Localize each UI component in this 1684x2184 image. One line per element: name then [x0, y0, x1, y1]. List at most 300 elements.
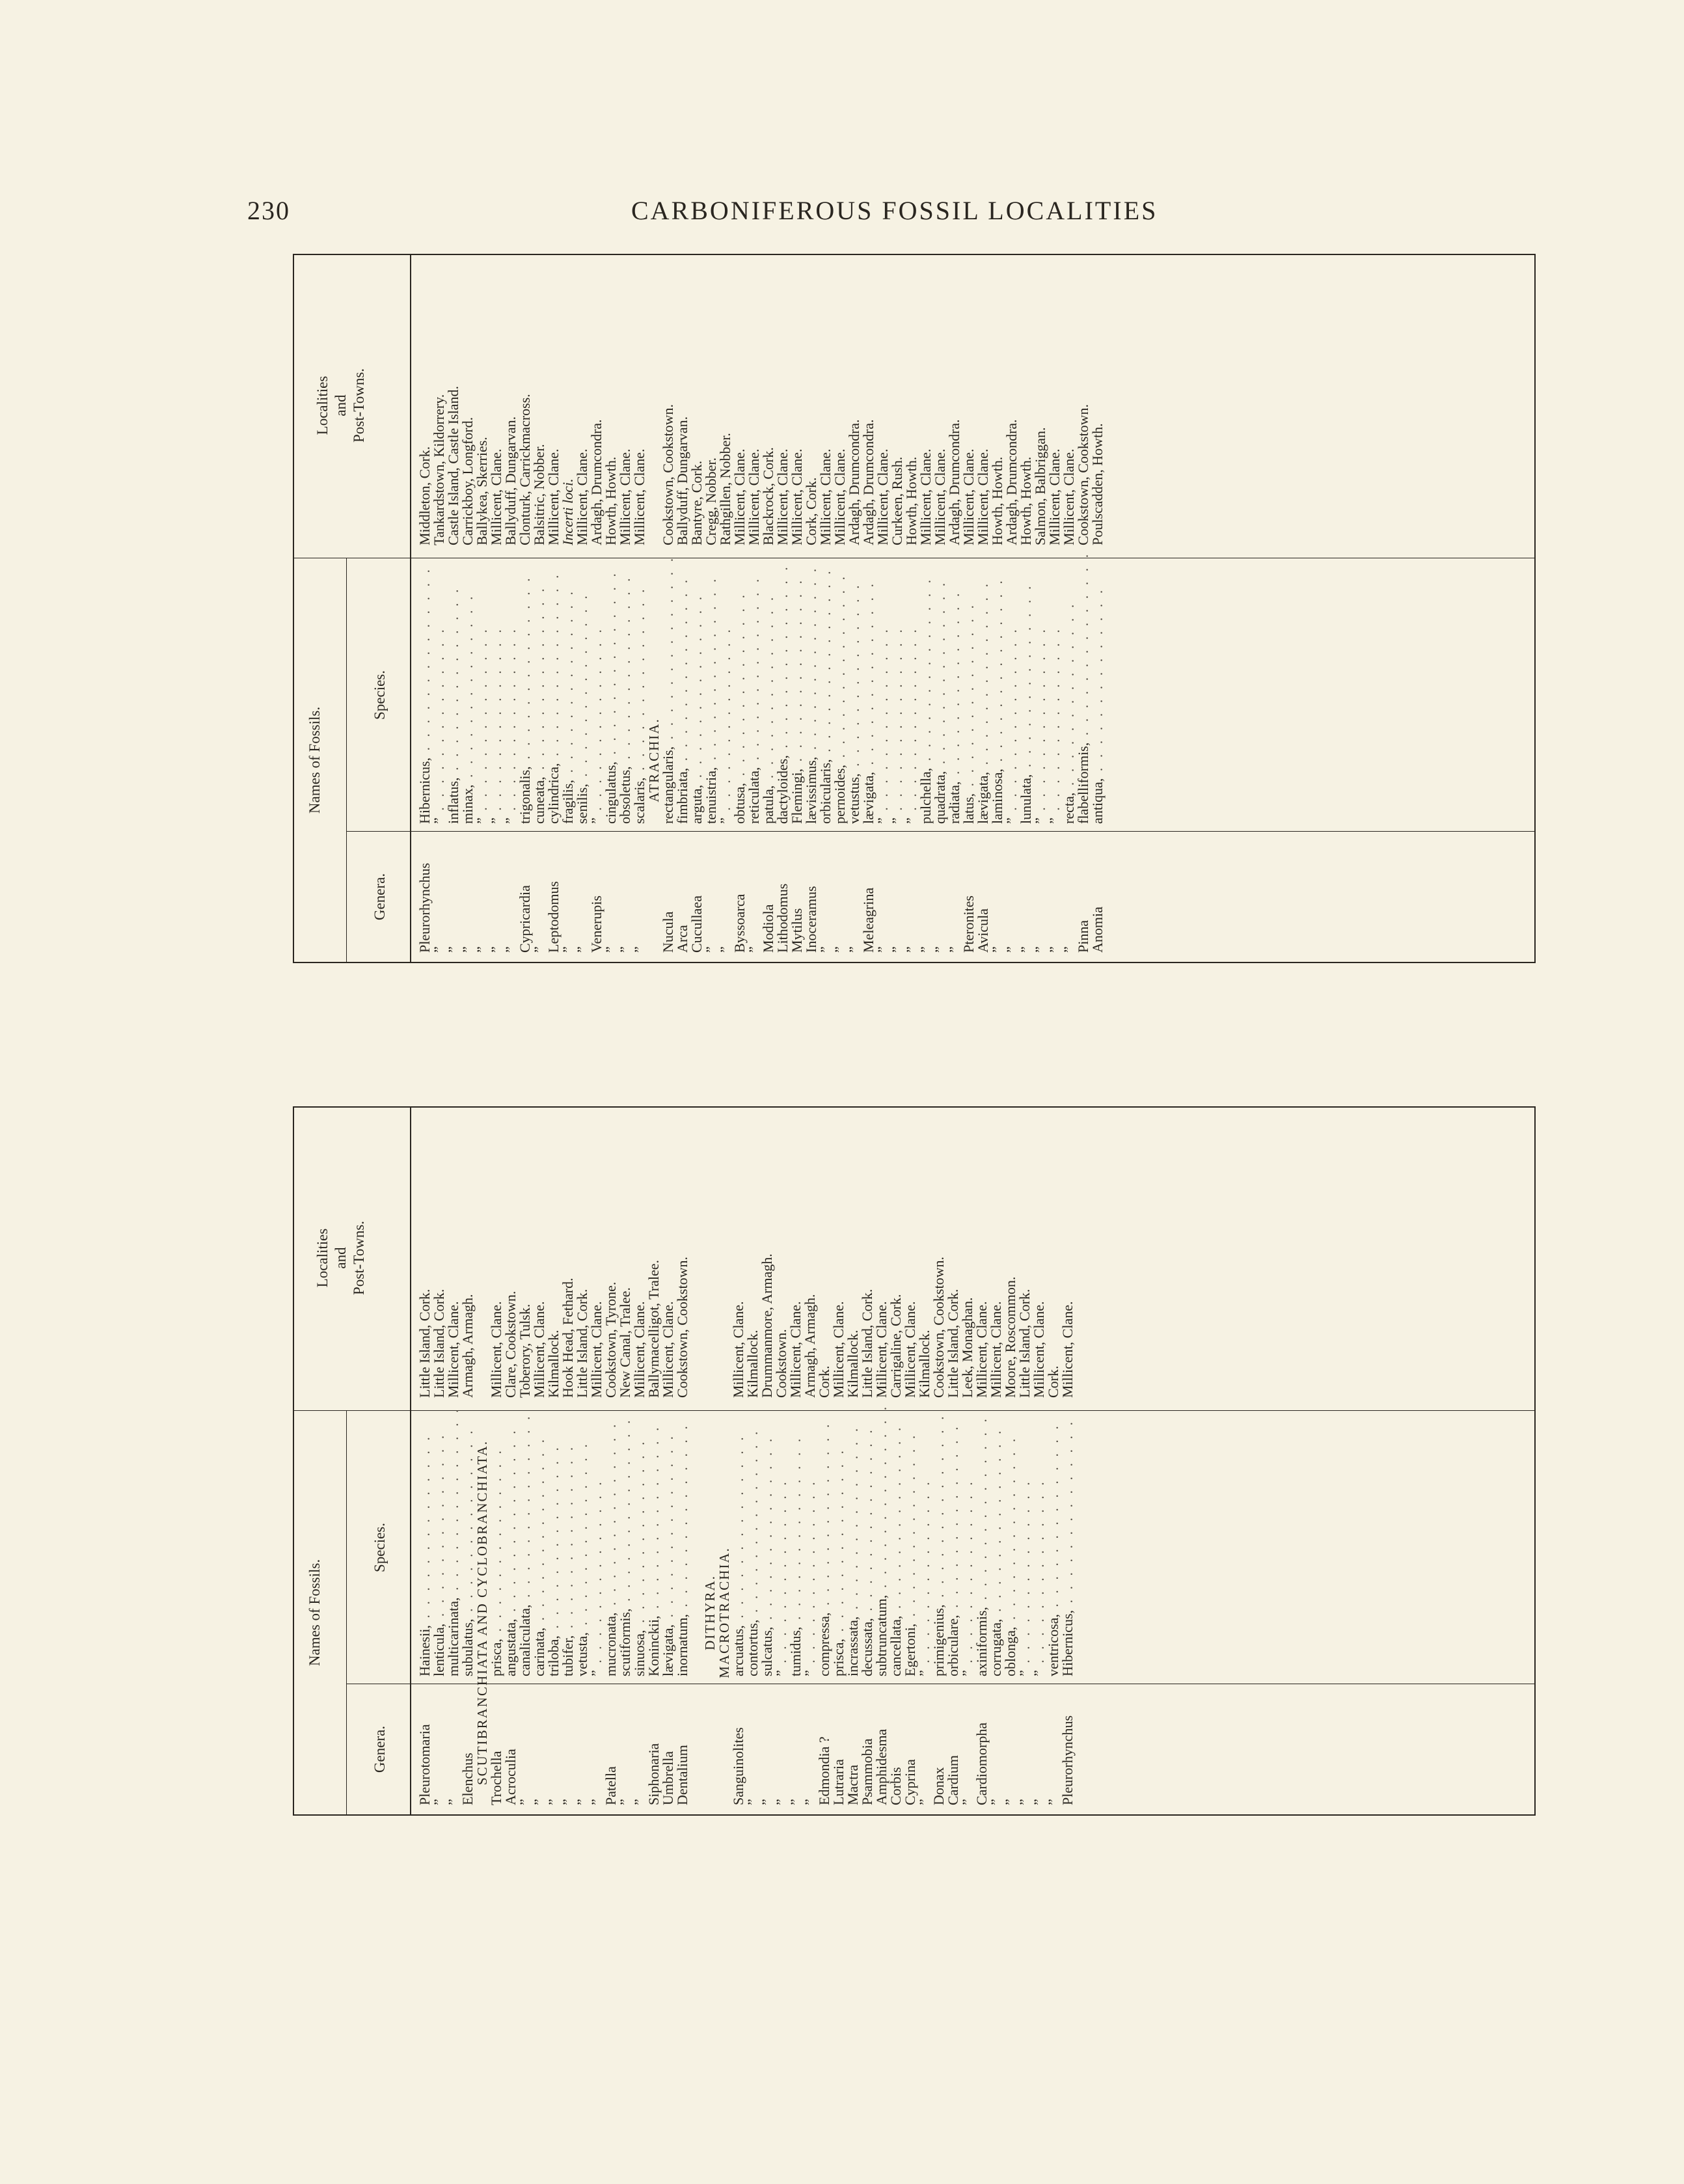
species-cell: [976, 566, 990, 824]
genus-cell: Elenchus: [459, 1753, 476, 1805]
species-name: ”: [502, 817, 519, 824]
locality-cell: Millicent, Clane.: [445, 1301, 461, 1398]
table-row: [933, 255, 947, 962]
locality-cell: Millicent, Clane.: [631, 448, 647, 545]
genus-cell: ”: [631, 1799, 647, 1805]
leader-dots: . . . . . . . . . . . . . .: [574, 1441, 590, 1633]
leader-dots: . . . . . . . . . . . . . .: [502, 626, 519, 818]
locality-cell: Cork.: [816, 1365, 832, 1398]
page-header: [247, 195, 1532, 234]
genus-cell: Pinna: [1075, 920, 1091, 953]
species-name: pulchella,: [917, 767, 934, 824]
leader-dots: . . . . . . . . . . . . . .: [773, 1479, 789, 1671]
species-cell: [518, 566, 532, 824]
species-cell: [933, 566, 947, 824]
leader-dots: . . . . . . . . . . . . . .: [416, 1434, 433, 1626]
genus-cell: ”: [889, 946, 905, 953]
leader-dots: . . . . . . . . . . . . . .: [960, 601, 977, 793]
genus-cell: ”: [574, 946, 590, 953]
species-name: lævigata,: [660, 1624, 676, 1676]
species-name: patula,: [760, 785, 776, 824]
species-name: radiata,: [946, 781, 962, 824]
locality-cell: Little Island, Cork.: [945, 1289, 961, 1398]
genus-cell: ”: [1061, 946, 1077, 953]
species-cell: [1003, 1419, 1018, 1676]
locality-cell: Millicent, Clane.: [588, 1301, 604, 1398]
section-heading: [475, 1108, 489, 1814]
species-name: quadrata,: [932, 771, 948, 824]
leader-dots: . . . . . . . . . . . . . .: [774, 564, 791, 756]
leader-dots: . . . . . . . . . . . . . .: [488, 1447, 504, 1639]
species-name: ”: [1003, 817, 1020, 824]
locality-cell: Toberory, Tulsk.: [517, 1304, 533, 1398]
leader-dots: . . . . . . . . . . . . . .: [531, 1436, 547, 1628]
species-name: ”: [773, 1670, 789, 1676]
leader-dots: . . . . . . . . . . . . . .: [545, 1444, 562, 1636]
locality-cell: Cookstown, Cookstown.: [930, 1257, 947, 1398]
species-cell: [418, 1419, 432, 1676]
table-row: [904, 255, 919, 962]
table-row: [947, 255, 962, 962]
species-cell: [461, 566, 475, 824]
genus-cell: ”: [459, 946, 476, 953]
genus-cell: ”: [744, 1799, 761, 1805]
table-row: [418, 1108, 432, 1814]
lower-table-body: [418, 1108, 1075, 1814]
table-row: [860, 1108, 875, 1814]
species-name: axiniformis,: [973, 1607, 990, 1676]
leader-dots: . . . . . . . . . . . . . .: [445, 586, 461, 778]
genus-cell: ”: [875, 946, 891, 953]
leader-dots: . . . . . . . . . . . . . .: [674, 1423, 690, 1615]
leader-dots: . . . . . . . . . . . . . .: [830, 1447, 847, 1639]
locality-cell: Millicent, Clane.: [1061, 448, 1077, 545]
table-row: [989, 1108, 1003, 1814]
genus-cell: Trochella: [488, 1751, 504, 1805]
genus-cell: ”: [703, 946, 719, 953]
localities-heading: Localities and Post-Towns.: [314, 368, 367, 443]
locality-cell: Millicent, Clane.: [789, 448, 805, 545]
leader-dots: . . . . . . . . . . . . . .: [1045, 1423, 1061, 1615]
table-row: [532, 255, 547, 962]
leader-dots: . . . . . . . . . . . . . .: [1046, 626, 1063, 818]
locality-cell: Clare, Cookstown.: [502, 1290, 519, 1398]
leader-dots: . . . . . . . . . . . . . .: [517, 575, 533, 767]
locality-cell: Little Island, Cork.: [574, 1289, 590, 1398]
table-row: [675, 255, 690, 962]
species-name: lævissimus,: [803, 756, 819, 824]
leader-dots: . . . . . . . . . . . . . .: [916, 1479, 932, 1671]
table-row: [504, 1108, 518, 1814]
species-name: contortus,: [744, 1619, 761, 1676]
leader-dots: . . . . . . . . . . . . . .: [603, 570, 619, 762]
table-row: [432, 1108, 446, 1814]
species-name: incrassata,: [845, 1616, 861, 1676]
localities-heading: Localities and Post-Towns.: [314, 1220, 367, 1296]
table-row: [547, 1108, 561, 1814]
leader-dots: . . . . . . . . . . . . . .: [946, 590, 962, 782]
locality-cell: Armagh, Armagh.: [802, 1294, 818, 1398]
species-cell: [990, 566, 1005, 824]
table-row: [1003, 1108, 1018, 1814]
species-cell: [1091, 566, 1105, 824]
species-name: prisca,: [488, 1638, 504, 1676]
locality-cell: Cregg, Nobber.: [703, 457, 719, 545]
species-cell: [690, 566, 704, 824]
table-row: [675, 1108, 690, 1814]
species-cell: [1019, 566, 1033, 824]
species-cell: [632, 1419, 647, 1676]
locality-cell: Ardagh, Drumcondra.: [588, 419, 604, 545]
species-name: ”: [588, 1670, 604, 1676]
table-row: [1076, 255, 1091, 962]
section-heading: [703, 1108, 717, 1814]
species-cell: [733, 566, 747, 824]
locality-cell: Cork.: [1045, 1365, 1061, 1398]
species-name: ”: [916, 1670, 932, 1676]
leader-dots: . . . . . . . . . . . . . .: [502, 1427, 519, 1619]
leader-dots: . . . . . . . . . . . . . .: [846, 582, 862, 774]
locality-cell: Millicent, Clane.: [917, 448, 934, 545]
table-row: [575, 1108, 590, 1814]
locality-cell: Cookstown, Tyrone.: [603, 1281, 619, 1398]
species-name: antiqua,: [1089, 778, 1106, 824]
species-name: inornatum,: [674, 1614, 690, 1676]
leader-dots: . . . . . . . . . . . . . .: [759, 1435, 775, 1627]
species-name: subulatus,: [459, 1618, 476, 1676]
locality-cell: Kilmallock.: [545, 1330, 562, 1398]
row-spacer: [690, 1108, 703, 1814]
locality-cell: Millicent, Clane.: [774, 448, 791, 545]
table-row: [590, 255, 604, 962]
species-cell: [803, 1419, 817, 1676]
leader-dots: . . . . . . . . . . . . . .: [802, 1479, 818, 1671]
table-row: [661, 1108, 675, 1814]
leader-dots: . . . . . . . . . . . . . .: [488, 626, 504, 818]
species-name: dactyloides,: [774, 755, 791, 824]
species-name: ”: [1016, 1670, 1033, 1676]
upper-fossil-table: [293, 254, 1536, 963]
table-row: [975, 1108, 989, 1814]
species-cell: [561, 1419, 575, 1676]
leader-dots: . . . . . . . . . . . . . .: [930, 1413, 947, 1605]
genus-cell: Cardium: [945, 1755, 961, 1805]
leader-dots: . . . . . . . . . . . . . .: [674, 576, 690, 768]
table-row: [504, 255, 518, 962]
species-name: Flemingi,: [789, 769, 805, 824]
species-name: tenuistria,: [703, 767, 719, 824]
genus-cell: Cardiomorpha: [973, 1722, 990, 1805]
species-cell: [790, 566, 804, 824]
genus-cell: ”: [560, 946, 576, 953]
species-cell: [489, 1419, 504, 1676]
species-cell: [575, 1419, 590, 1676]
table-row: [1046, 1108, 1061, 1814]
leader-dots: . . . . . . . . . . . . . .: [645, 1424, 662, 1616]
table-row: [761, 255, 776, 962]
leader-dots: . . . . . . . . . . . . . .: [932, 579, 948, 771]
species-name: Hibernicus,: [1059, 1609, 1076, 1676]
species-cell: [930, 1413, 947, 1676]
locality-cell: Millicent, Clane.: [875, 448, 891, 545]
table-row: [561, 255, 575, 962]
locality-cell: Bantyre, Cork.: [688, 460, 705, 545]
species-cell: [446, 566, 461, 824]
locality-cell: Millicent, Clane.: [1059, 1301, 1076, 1398]
leader-dots: . . . . . . . . . . . . . .: [888, 1424, 904, 1616]
locality-cell: Millicent, Clane.: [902, 1301, 918, 1398]
leader-dots: . . . . . . . . . . . . . .: [1018, 582, 1034, 774]
genus-cell: Pleurotomaria: [416, 1724, 433, 1805]
leader-dots: . . . . . . . . . . . . . .: [603, 1421, 619, 1613]
species-name: ventricosa,: [1045, 1614, 1061, 1676]
species-cell: [1061, 1419, 1075, 1676]
locality-cell: Kilmallock.: [744, 1330, 761, 1398]
genus-cell: Pleurorhynchus: [416, 862, 433, 953]
leader-dots: . . . . . . . . . . . . . .: [431, 1432, 447, 1624]
species-name: lunulata,: [1018, 774, 1034, 824]
species-cell: [746, 1419, 760, 1676]
species-name: multicarinata,: [445, 1597, 461, 1676]
leader-dots: . . . . . . . . . . . . . .: [744, 1428, 761, 1620]
leader-dots: . . . . . . . . . . . . . .: [889, 626, 905, 818]
species-cell: [760, 1419, 774, 1676]
table-row: [733, 255, 747, 962]
locality-cell: Little Island, Cork.: [859, 1289, 875, 1398]
species-name: latus,: [960, 793, 977, 824]
leader-dots: . . . . . . . . . . . . . .: [717, 626, 733, 818]
table-row: [632, 255, 647, 962]
species-cell: [647, 1419, 661, 1676]
table-row: [746, 1108, 760, 1814]
leader-dots: . . . . . . . . . . . . . .: [660, 554, 676, 746]
species-name: arguta,: [688, 784, 705, 824]
species-cell: [1018, 1419, 1032, 1676]
genus-cell: ”: [1016, 1799, 1033, 1805]
leader-dots: . . . . . . . . . . . . . .: [1089, 586, 1106, 778]
lower-fossil-table: [293, 1106, 1536, 1816]
leader-dots: . . . . . . . . . . . . . .: [517, 1413, 533, 1605]
genus-cell: ”: [989, 946, 1005, 953]
genus-cell: Anomia: [1089, 907, 1106, 953]
species-name: fimbriata,: [674, 767, 690, 824]
species-cell: [776, 566, 790, 824]
genus-cell: ”: [445, 946, 461, 953]
leader-dots: . . . . . . . . . . . . . .: [917, 576, 934, 768]
species-name: ”: [802, 1670, 818, 1676]
genus-cell: Inoceramus: [803, 886, 819, 953]
species-name: subtruncatum,: [873, 1594, 890, 1676]
locality-cell: Millicent, Clane.: [960, 448, 977, 545]
species-name: ”: [1046, 817, 1063, 824]
genus-cell: ”: [545, 1799, 562, 1805]
locality-cell: Millicent, Clane.: [873, 1301, 890, 1398]
table-row: [804, 255, 819, 962]
table-row: [1019, 255, 1033, 962]
species-cell: [903, 1419, 917, 1676]
table-row: [489, 255, 504, 962]
table-row: [817, 1108, 832, 1814]
table-row: [418, 255, 432, 962]
leader-dots: . . . . . . . . . . . . . .: [660, 1432, 676, 1624]
species-name: obsoletus,: [617, 766, 633, 824]
leader-dots: . . . . . . . . . . . . . .: [875, 626, 891, 818]
species-cell: [504, 1419, 518, 1676]
leader-dots: . . . . . . . . . . . . . .: [789, 577, 805, 769]
species-cell: [833, 566, 847, 824]
species-name: Hibernicus,: [416, 757, 433, 824]
leader-dots: . . . . . . . . . . . . . .: [746, 575, 762, 767]
locality-cell: Ballyduff, Dungarvan.: [674, 416, 690, 545]
leader-dots: . . . . . . . . . . . . . .: [845, 1425, 861, 1617]
species-cell: [761, 566, 776, 824]
locality-cell: Hook Head, Fethard.: [560, 1277, 576, 1398]
species-name: carinata,: [531, 1627, 547, 1676]
species-name: angustata,: [502, 1618, 519, 1676]
species-name: lævigata,: [860, 771, 876, 824]
genus-cell: ”: [474, 946, 490, 953]
table-row: [561, 1108, 575, 1814]
genus-cell: ”: [431, 1799, 447, 1805]
species-cell: [847, 566, 862, 824]
species-name: reticulata,: [746, 767, 762, 824]
species-cell: [960, 1419, 975, 1676]
species-name: inflatus,: [445, 777, 461, 824]
leader-dots: . . . . . . . . . . . . . .: [1016, 1479, 1033, 1671]
table-row: [489, 1108, 504, 1814]
table-row: [647, 1108, 661, 1814]
species-cell: [860, 1419, 875, 1676]
leader-dots: . . . . . . . . . . . . . .: [688, 593, 705, 785]
genus-cell: Arca: [674, 925, 690, 953]
genus-cell: ”: [531, 946, 547, 953]
locality-cell: Blackrock, Cork.: [760, 447, 776, 545]
species-name: scalaris,: [631, 777, 647, 824]
species-cell: [1005, 566, 1019, 824]
genus-cell: ”: [1031, 1799, 1047, 1805]
locality-cell: Millicent, Clane.: [730, 1301, 746, 1398]
table-row: [990, 255, 1005, 962]
locality-cell: Cookstown, Cookstown.: [1075, 404, 1091, 545]
table-row: [960, 1108, 975, 1814]
species-cell: [660, 554, 676, 824]
leader-dots: . . . . . . . . . . . . . .: [803, 565, 819, 757]
leader-dots: . . . . . . . . . . . . . .: [973, 1415, 990, 1607]
species-cell: [876, 566, 890, 824]
species-cell: [731, 1419, 746, 1676]
table-row: [590, 1108, 604, 1814]
locality-cell: Leek, Monaghan.: [959, 1297, 975, 1398]
table-row: [889, 1108, 903, 1814]
species-cell: [817, 1419, 832, 1676]
genus-cell: ”: [787, 1799, 804, 1805]
species-cell: [947, 566, 962, 824]
genus-cell: Corbis: [888, 1767, 904, 1805]
species-cell: [475, 566, 489, 824]
species-name: minax,: [459, 784, 476, 824]
species-cell: [590, 566, 604, 824]
locality-cell: Millicent, Clane.: [1046, 448, 1063, 545]
leader-dots: . . . . . . . . . . . . . .: [860, 580, 876, 772]
locality-cell: Cookstown, Cookstown.: [660, 404, 676, 545]
locality-cell: Poulscadden, Howth.: [1089, 423, 1106, 545]
genus-cell: Umbrella: [660, 1751, 676, 1805]
species-name: recta,: [1061, 792, 1077, 824]
leader-dots: . . . . . . . . . . . . . .: [989, 577, 1005, 769]
locality-cell: Ballykea, Skerries.: [474, 437, 490, 545]
genus-cell: ”: [802, 1799, 818, 1805]
genus-cell: ”: [617, 946, 633, 953]
genus-cell: ”: [1018, 946, 1034, 953]
species-name: ”: [1031, 1670, 1047, 1676]
locality-cell: Rathgillen, Nobber.: [717, 433, 733, 545]
species-cell: [1046, 1419, 1061, 1676]
species-name: Egertoni,: [902, 1623, 918, 1676]
locality-cell: Millicent, Clane.: [631, 1301, 647, 1398]
locality-cell: Kilmallock.: [845, 1330, 861, 1398]
locality-cell: Clonturk, Carrickmacross.: [517, 394, 533, 545]
genus-cell: Lithodomus: [774, 883, 791, 953]
genus-cell: Modiola: [760, 904, 776, 953]
locality-cell: Millicent, Clane.: [932, 448, 948, 545]
genus-cell: ”: [1002, 1799, 1018, 1805]
species-cell: [1062, 566, 1076, 824]
table-row: [819, 255, 833, 962]
leader-dots: . . . . . . . . . . . . . .: [631, 586, 647, 778]
table-row: [747, 255, 761, 962]
species-cell: [432, 566, 446, 824]
genus-cell: Pteronites: [960, 895, 977, 953]
species-cell: [632, 566, 647, 824]
species-name: vetustus,: [846, 773, 862, 824]
genus-cell: ”: [560, 1799, 576, 1805]
species-name: ”: [488, 817, 504, 824]
leader-dots: . . . . . . . . . . . . . .: [902, 1432, 918, 1624]
table-row: [518, 1108, 532, 1814]
species-cell: [675, 1419, 690, 1676]
section-heading-text: MACROTRACHIA.: [716, 1547, 732, 1678]
table-row: [903, 1108, 917, 1814]
locality-cell: Carrigaline, Cork.: [888, 1294, 904, 1398]
table-row: [1091, 255, 1105, 962]
genus-cell: ”: [916, 1799, 932, 1805]
table-row: [432, 255, 446, 962]
table-row: [917, 1108, 932, 1814]
table-row: [846, 1108, 860, 1814]
locality-cell: Curkeen, Rush.: [889, 456, 905, 545]
section-heading-text: SCUTIBRANCHIATA AND CYCLOBRANCHIATA.: [474, 1440, 490, 1786]
table-row: [731, 1108, 746, 1814]
genus-cell: Dentalium: [674, 1745, 690, 1805]
species-name: triloba,: [545, 1635, 562, 1676]
locality-cell: New Canal, Tralee.: [617, 1287, 633, 1398]
leader-dots: . . . . . . . . . . . . . .: [1002, 1435, 1018, 1627]
table-row: [661, 255, 675, 962]
species-cell: [532, 566, 547, 824]
leader-dots: . . . . . . . . . . . . . .: [959, 1479, 975, 1671]
leader-dots: . . . . . . . . . . . . . .: [1061, 601, 1077, 793]
table-row: [919, 255, 933, 962]
locality-cell: Cork, Cork.: [803, 477, 819, 545]
table-row: [547, 255, 561, 962]
locality-cell: Millicent, Clane.: [488, 448, 504, 545]
leader-dots: . . . . . . . . . . . . . .: [588, 1479, 604, 1671]
species-cell: [989, 1419, 1003, 1676]
lower-table-wrapper: [293, 1106, 1536, 1816]
species-cell: [575, 566, 590, 824]
locality-cell: Millicent, Clane.: [832, 448, 848, 545]
genus-cell: ”: [773, 1799, 789, 1805]
